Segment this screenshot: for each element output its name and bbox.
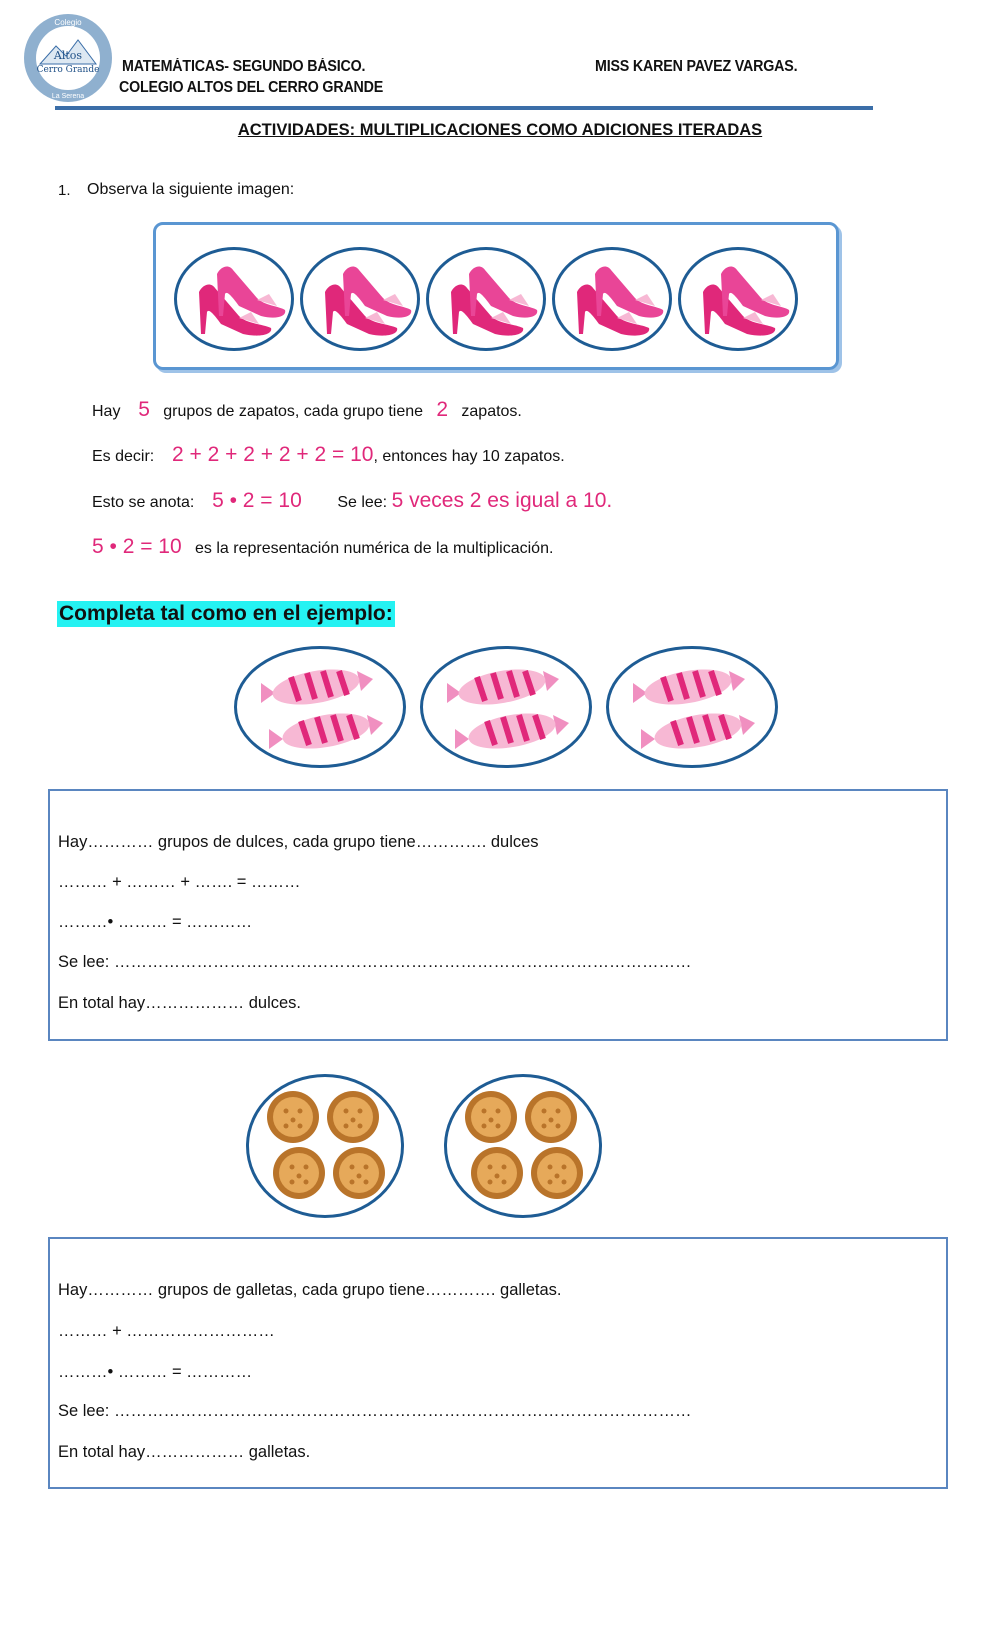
text-hay: Hay (92, 403, 121, 420)
groups-number: 5 (138, 398, 150, 421)
shoe-icon (451, 267, 537, 336)
text-groups: grupos de zapatos, cada grupo tiene (163, 403, 424, 420)
exercise-instruction: Observa la siguiente imagen: (87, 181, 295, 198)
candy-group (420, 646, 592, 768)
page-title: ACTIVIDADES: MULTIPLICACIONES COMO ADICIONES ITERADAS (237, 121, 763, 139)
text-entonces: , entonces hay 10 zapatos. (373, 448, 565, 465)
candy-icon (447, 664, 569, 755)
logo-text-mid1: Altos (53, 49, 83, 62)
shoes-pair-icon (685, 254, 793, 351)
shoes-pair-icon (307, 254, 415, 351)
multiplication-expression: 5 • 2 = 10 (212, 489, 302, 512)
cookies-line-1[interactable]: Hay………… grupos de galletas, cada grupo tiene…………. galletas. (58, 1281, 562, 1299)
candy-group (234, 646, 406, 768)
logo-text-mid2: Cerro Grande (36, 65, 100, 75)
reading-expression: 5 veces 2 es igual a 10. (391, 489, 613, 512)
shoes-pair-icon (181, 254, 289, 351)
cookies-line-2[interactable]: ……… + ……………………… (58, 1322, 275, 1340)
cookie-group (246, 1074, 404, 1218)
addition-expression: 2 + 2 + 2 + 2 + 2 = 10 (172, 443, 374, 466)
cookie-group (444, 1074, 602, 1218)
candies-line-3[interactable] (58, 913, 252, 932)
shoe-group (678, 247, 798, 351)
complete-heading: Completa tal como en el ejemplo: (59, 602, 393, 625)
candy-icon (261, 664, 383, 755)
shoe-icon (577, 267, 663, 336)
logo-text-bottom: La Serena (51, 93, 85, 100)
cookie-icon (465, 1091, 583, 1199)
shoe-group (300, 247, 420, 351)
candies-line-5[interactable]: En total hay……………… dulces. (58, 994, 302, 1012)
cookies-line-3b[interactable]: ……… = ………… (117, 1363, 253, 1381)
shoe-group (552, 247, 672, 351)
logo-text-top: Colegio (54, 18, 82, 27)
shoe-group (174, 247, 294, 351)
shoes-pair-icon (559, 254, 667, 351)
example-line-2 (92, 443, 565, 467)
example-line-1 (92, 398, 522, 422)
example-line-3 (92, 489, 612, 513)
text-representation: es la representación numérica de la multiplicación. (195, 540, 554, 557)
cookies-line-3[interactable] (58, 1363, 252, 1382)
text-se-anota: Esto se anota: (92, 494, 195, 511)
candies-line-4[interactable]: Se lee: …………………………………………………………………………………………… (58, 953, 692, 971)
text-zapatos: zapatos. (461, 403, 522, 420)
cookies-line-3a[interactable]: ………• (58, 1363, 114, 1381)
school-logo (22, 12, 114, 104)
text-se-lee: Se lee: (337, 494, 388, 511)
cookie-icon (267, 1091, 385, 1199)
header-school: COLEGIO ALTOS DEL CERRO GRANDE (119, 79, 384, 96)
candies-pair-icon (437, 657, 577, 762)
shoes-picture-box (153, 222, 839, 370)
header-rule (55, 106, 873, 110)
candies-line-3a[interactable]: ………• (58, 913, 114, 931)
shoes-pair-icon (433, 254, 541, 351)
shoe-icon (703, 267, 789, 336)
candy-group (606, 646, 778, 768)
candy-icon (633, 664, 755, 755)
shoe-icon (199, 267, 285, 336)
cookies-set-icon (457, 1087, 587, 1212)
shoe-group (426, 247, 546, 351)
candies-line-3b[interactable]: ……… = ………… (117, 913, 253, 931)
cookies-line-5[interactable]: En total hay……………… galletas. (58, 1443, 311, 1461)
example-line-4 (92, 535, 553, 559)
text-es-decir: Es decir: (92, 448, 155, 465)
exercise-number: 1. (58, 182, 71, 199)
candies-line-1[interactable]: Hay………… grupos de dulces, cada grupo tiene…………. dulces (58, 833, 539, 851)
header-teacher: MISS KAREN PAVEZ VARGAS. (595, 58, 798, 75)
shoe-icon (325, 267, 411, 336)
candies-pair-icon (623, 657, 763, 762)
per-group-number: 2 (436, 398, 449, 421)
multiplication-expression-2: 5 • 2 = 10 (92, 535, 182, 558)
cookies-set-icon (259, 1087, 389, 1212)
candies-line-2[interactable]: ……… + ……… + ……. = ……… (58, 873, 301, 891)
cookies-line-4[interactable]: Se lee: …………………………………………………………………………………………… (58, 1402, 692, 1420)
header-subject: MATEMÁTICAS- SEGUNDO BÁSICO. (122, 58, 366, 75)
candies-pair-icon (251, 657, 391, 762)
